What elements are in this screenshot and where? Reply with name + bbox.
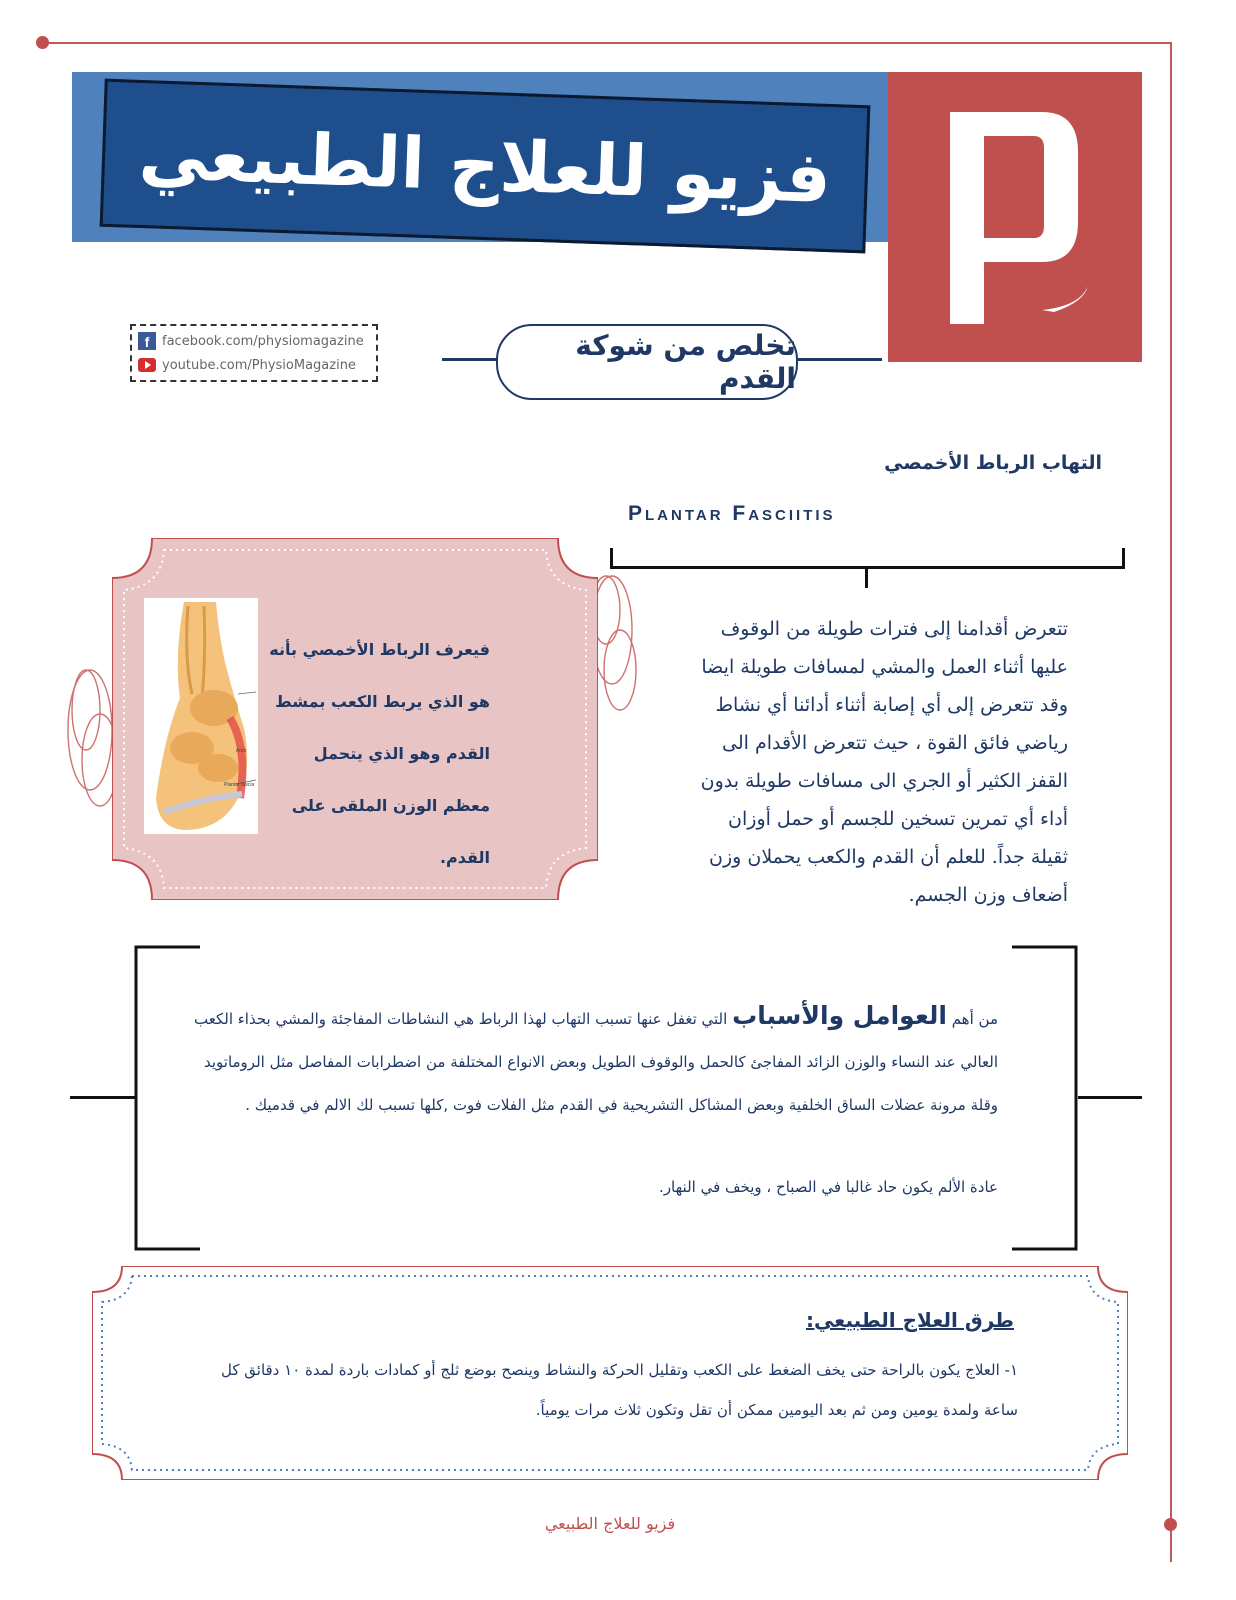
section-heading-english: Plantar Fasciitis — [628, 502, 836, 525]
treatment-item-1: ١- العلاج يكون بالراحة حتى يخف الضغط على الكعب وتقليل الحركة والنشاط وينصح بوضع ثلج أو كمادات باردة لمدة ١٠ دقائق كل ساعة ولمدة يومين ومن ثم بعد اليومين ممكن أن تقل وتكون ثلاث مرات يومياً. — [220, 1361, 1018, 1419]
causes-prefix: من أهم — [951, 1010, 998, 1028]
page-footer: فزيو للعلاج الطبيعي — [544, 1514, 676, 1533]
causes-body: التي تغفل عنها تسبب التهاب لهذا الرباط هي النشاطات المفاجئة والمشي بحذاء الكعب العالي عند النساء والوزن الزائد المفاجئ كالحمل والوقوف الطويل وبعض الانواع المختلفة من اضطرابات المفاصل مثل الروماتويد وقلة مرونة عضلات الساق الخلفية وبعض المشاكل التشريحية في القدم مثل الفلات فوت ,كلها تسبب لك الالم في قدميك . — [194, 1010, 998, 1114]
magazine-title-box — [100, 79, 871, 254]
magazine-title: فزيو للعلاج الطبيعي — [137, 112, 833, 220]
facebook-icon: f — [138, 332, 156, 350]
youtube-url: youtube.com/PhysioMagazine — [162, 357, 356, 373]
youtube-link[interactable] — [138, 353, 370, 377]
heading-bracket-right — [1122, 548, 1125, 568]
definition-text: فيعرف الرباط الأخمصي بأنه هو الذي يربط الكعب بمشط القدم وهو الذي يتحمل معظم الوزن الملقى على القدم. — [269, 640, 490, 867]
image-label-plantar-fascia: Plantar fascia — [224, 782, 255, 788]
facebook-url: facebook.com/physiomagazine — [162, 333, 364, 349]
image-label-arch: Arch — [236, 748, 247, 754]
causes-side-rule-left — [70, 1096, 136, 1099]
treatment-title: طرق العلاج الطبيعي: — [805, 1308, 1014, 1332]
frame-dot-top-left — [36, 36, 49, 49]
logo-word-magazine: MAGAZINE — [992, 286, 1091, 308]
page-frame-right — [1170, 42, 1172, 1562]
social-links-box — [130, 324, 378, 382]
intro-paragraph: تتعرض أقدامنا إلى فترات طويلة من الوقوف عليها أثناء العمل والمشي لمسافات طويلة ايضا وقد تتعرض إلى أي إصابة أثناء أدائنا أي نشاط رياضي فائق القوة ، حيث تتعرض الأقدام الى القفز الكثير أو الجري الى مسافات طويلة بدون أداء أي تمرين تسخين للجسم أو حمل أوزان ثقيلة جداً. للعلم أن القدم والكعب يحملان وزن أضعاف وزن الجسم. — [700, 618, 1068, 906]
heading-bracket-stem — [865, 568, 868, 588]
facebook-link[interactable] — [138, 329, 370, 353]
section-heading-arabic: التهاب الرباط الأخمصي — [884, 452, 1102, 474]
foot-anatomy-image — [144, 598, 258, 834]
logo-swoosh-icon — [1040, 280, 1092, 314]
logo-word-physio: HYSIO — [992, 262, 1056, 287]
youtube-icon — [138, 358, 156, 372]
pain-note: عادة الألم يكون حاد غالبا في الصباح ، ويخف في النهار. — [659, 1178, 998, 1196]
causes-highlight: العوامل والأسباب — [732, 1001, 947, 1030]
causes-paragraph — [178, 994, 998, 1127]
page-frame-top — [44, 42, 1172, 44]
subtitle-pill: تخلص من شوكة القدم — [496, 324, 798, 400]
frame-dot-bottom-right — [1164, 1518, 1177, 1531]
causes-side-rule-right — [1078, 1096, 1142, 1099]
